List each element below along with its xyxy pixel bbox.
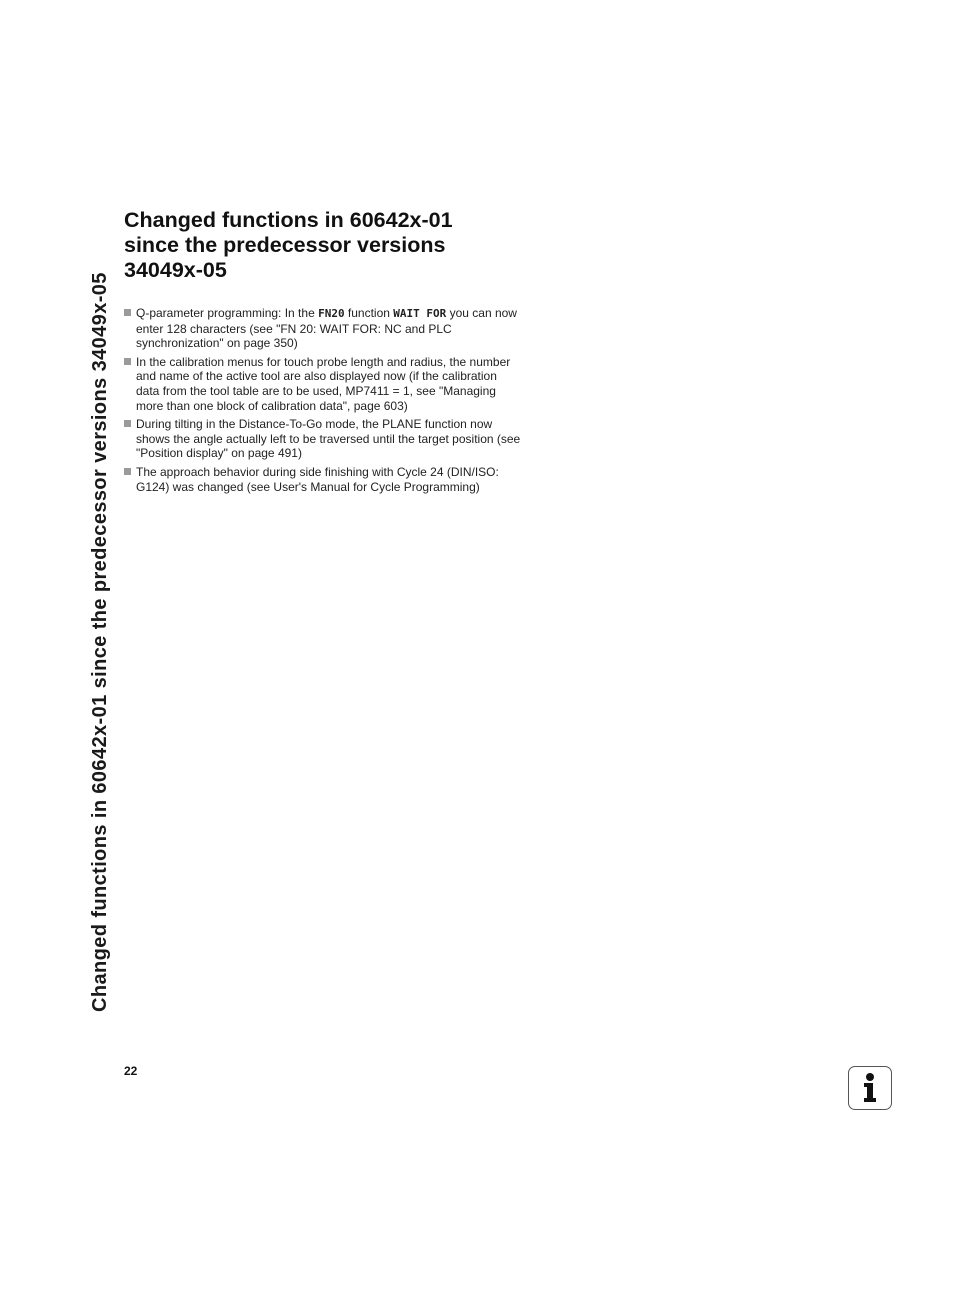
heading-line-2: since the predecessor versions bbox=[124, 233, 446, 257]
square-bullet-icon bbox=[124, 309, 131, 316]
heading-line-3: 34049x-05 bbox=[124, 258, 227, 282]
changes-list bbox=[124, 306, 522, 498]
list-item-text: Q-parameter programming: In the FN20 function WAIT FOR you can now enter 128 characters (see "FN 20: WAIT FOR: NC and PLC synchronization" on page 350) bbox=[136, 306, 517, 351]
square-bullet-icon bbox=[124, 420, 131, 427]
section-heading bbox=[124, 208, 544, 283]
list-item-text: During tilting in the Distance-To-Go mode, the PLANE function now shows the angle actually left to be traversed until the target position (see "Position display" on page 491) bbox=[136, 417, 521, 461]
code-fn20: FN20 bbox=[318, 307, 345, 320]
list-item-text: The approach behavior during side finishing with Cycle 24 (DIN/ISO: G124) was changed (see User's Manual for Cycle Programming) bbox=[136, 464, 499, 494]
info-icon bbox=[848, 1066, 892, 1110]
code-wait-for: WAIT FOR bbox=[393, 307, 447, 320]
list-item bbox=[124, 465, 522, 494]
list-item bbox=[124, 306, 522, 351]
square-bullet-icon bbox=[124, 468, 131, 475]
list-item bbox=[124, 355, 522, 413]
list-item bbox=[124, 417, 522, 461]
info-glyph-icon bbox=[849, 1067, 891, 1109]
sidebar-chapter-title: Changed functions in 60642x-01 since the predecessor versions 34049x-05 bbox=[89, 272, 111, 1012]
page-number: 22 bbox=[124, 1064, 138, 1078]
list-item-text: In the calibration menus for touch probe length and radius, the number and name of the active tool are also displayed now (if the calibration data from the tool table are to be used, MP7411 = 1, see "Managing more than one block of calibration data", page 603) bbox=[136, 354, 511, 413]
square-bullet-icon bbox=[124, 358, 131, 365]
heading-line-1: Changed functions in 60642x-01 bbox=[124, 208, 453, 232]
